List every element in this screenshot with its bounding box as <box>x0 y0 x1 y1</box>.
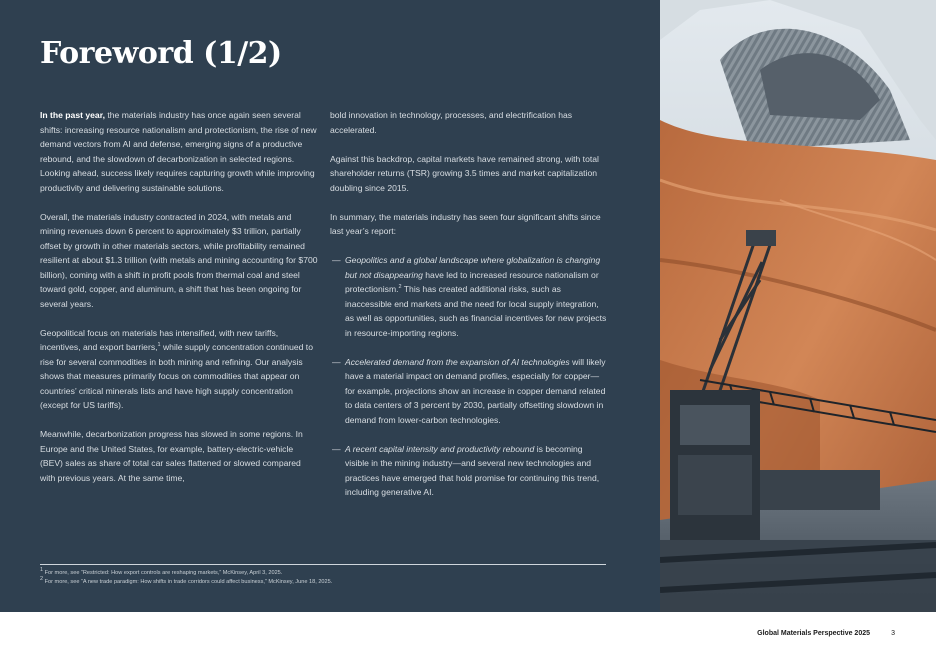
page-footer <box>0 630 936 644</box>
footnote-2 <box>40 578 620 587</box>
footnote-divider <box>40 564 606 565</box>
lead-in-text: In the past year, <box>40 110 105 120</box>
footnote-ref-1[interactable]: 1 <box>157 342 161 349</box>
bullet-italic-text: Geopolitics and a global landscape where globalization is changing but not disappearing <box>345 255 601 280</box>
dash-marker: — <box>332 443 341 454</box>
footnote-number: 2 <box>40 576 44 583</box>
shifts-list <box>330 253 608 500</box>
list-item <box>330 442 608 500</box>
bullet-body-text: have led to increased resource nationalism or protectionism. <box>345 269 599 294</box>
paragraph-decarbonization: Meanwhile, decarbonization progress has slowed in some regions. In Europe and the United States, for example, battery-electric-vehicle (BEV) sales as share of total car sales flattened or slowed compared with previous years. At the same time, <box>40 429 303 483</box>
paragraph-capital-markets: Against this backdrop, capital markets have remained strong, with total shareholder returns (TSR) growing 3.5 times and market capitalization doubling since 2015. <box>330 153 599 193</box>
footnotes <box>40 569 620 588</box>
bullet-italic-text: A recent capital intensity and productivity rebound <box>345 443 535 454</box>
geopolitics-text-b: while supply concentration continued to rise for several commodities in both mining and refining. Our analysis shows that measures primarily focus on commodities that appear on countries’ critical minerals lists and have high supply concentration (except for US tariffs). <box>40 342 313 410</box>
bullet-body-text: will likely have a material impact on demand profiles, especially for copper—for example, projections show an increase in copper demand related to data centers of 3 percent by 2030, partially offsetting slowdown in demand from lower-carbon technologies. <box>345 356 606 425</box>
paragraph-geopolitics <box>40 326 318 413</box>
page-number: 3 <box>891 630 895 637</box>
paragraph-intro <box>40 108 318 195</box>
intro-body-text: the materials industry has once again seen several shifts: increasing resource nationalism and protectionism, the rise of new demand vectors from AI and defense, emerging signs of a productive rebound, and the slowdown of decarbonization in selected regions. Looking ahead, success likely requires capturing growth while improving productivity and delivering sustainable solutions. <box>40 110 317 193</box>
paragraph-summary: In summary, the materials industry has seen four significant shifts since last year’s report: <box>330 211 601 236</box>
paragraph-revenues: Overall, the materials industry contracted in 2024, with metals and mining revenues down 6 percent to approximately $3 trillion, partially offset by growth in other materials sectors, while profitability remained resilient at about $1.3 trillion (with metals and mining accounting for $700 billion), coming with a shift in profit pools from thermal coal and steel toward gold, copper, and aluminum, a shift that has been ongoing for several years. <box>40 211 318 309</box>
footnote-text: For more, see “Restricted: How export controls are reshaping markets,” McKinsey, April 3, 2025. <box>43 570 283 576</box>
list-item <box>330 253 608 340</box>
paragraph-innovation: bold innovation in technology, processes, and electrification has accelerated. <box>330 110 573 135</box>
list-item <box>330 355 608 428</box>
geopolitics-text-a: Geopolitical focus on materials has intensified, with new tariffs, incentives, and export barriers, <box>40 327 279 352</box>
bullet-body-text: This has created additional risks, such as inaccessible end markets and the need for local supply integration, as well as opportunities, such as financial incentives for new projects in resource-importing regions. <box>345 284 607 338</box>
left-text-column <box>40 108 318 500</box>
footnote-text: For more, see “A new trade paradigm: How shifts in trade corridors could affect business,” McKinsey, June 18, 2025. <box>43 579 333 586</box>
footer-report-title: Global Materials Perspective 2025 <box>757 630 870 637</box>
footnote-1 <box>40 569 620 578</box>
bullet-body-text: is becoming visible in the mining industry—and several new technologies and practices have emerged that hold promise for continuing this trend, including generative AI. <box>345 443 600 497</box>
dash-marker: — <box>332 255 341 265</box>
dash-marker: — <box>332 356 341 367</box>
right-text-column <box>330 108 608 514</box>
mining-excavator-photo <box>660 0 936 612</box>
page-title: Foreword (1/2) <box>40 36 282 71</box>
footnote-ref-2[interactable]: 2 <box>398 284 402 291</box>
bullet-italic-text: Accelerated demand from the expansion of AI technologies <box>345 356 570 367</box>
footnote-number: 1 <box>40 567 44 574</box>
